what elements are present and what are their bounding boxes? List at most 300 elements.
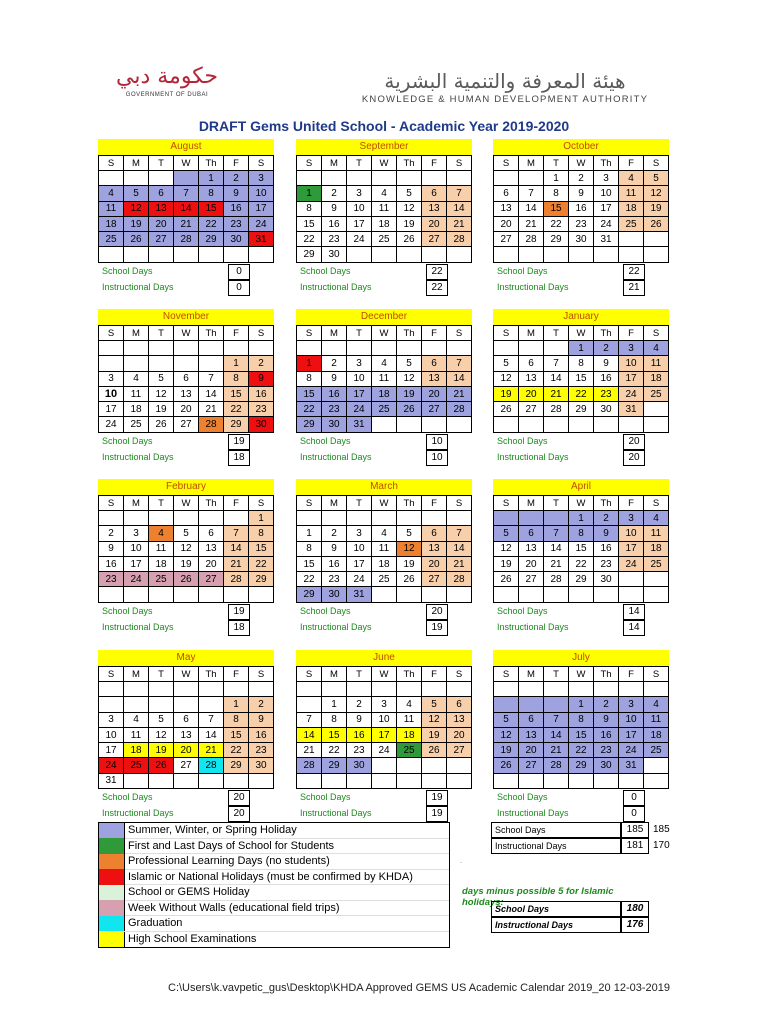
dubai-logo-arabic: حكومة دبي — [116, 64, 218, 89]
day-cell: 24 — [347, 402, 372, 417]
day-cell — [249, 341, 274, 356]
day-cell: 8 — [297, 541, 322, 556]
day-cell: 23 — [249, 743, 274, 758]
total-instructional-days-label: Instructional Days — [491, 838, 621, 854]
day-cell: 19 — [494, 386, 519, 401]
day-cell: 27 — [494, 232, 519, 247]
weekday-header: M — [322, 156, 347, 171]
adjusted-instructional-days-label: Instructional Days — [491, 917, 621, 933]
day-cell: 14 — [519, 201, 544, 216]
day-cell: 9 — [249, 371, 274, 386]
instructional-days-label: Instructional Days — [497, 281, 569, 292]
day-cell — [397, 758, 422, 773]
total-school-days-label: School Days — [491, 822, 621, 838]
day-cell: 22 — [322, 743, 347, 758]
day-cell: 8 — [199, 186, 224, 201]
day-cell: 13 — [519, 541, 544, 556]
day-cell — [644, 758, 669, 773]
day-cell: 21 — [297, 743, 322, 758]
day-cell — [519, 682, 544, 697]
day-cell: 19 — [494, 556, 519, 571]
school-days-value: 10 — [426, 434, 448, 450]
day-cell — [397, 511, 422, 526]
month-stats — [493, 789, 669, 823]
day-cell: 15 — [569, 541, 594, 556]
day-cell: 23 — [594, 386, 619, 401]
day-cell — [544, 682, 569, 697]
day-cell — [224, 341, 249, 356]
day-cell: 27 — [422, 232, 447, 247]
day-cell: 29 — [199, 232, 224, 247]
day-cell — [174, 773, 199, 788]
weekday-header: Th — [397, 667, 422, 682]
day-cell — [124, 171, 149, 186]
day-cell: 12 — [494, 727, 519, 742]
day-cell: 15 — [544, 201, 569, 216]
day-cell: 13 — [422, 371, 447, 386]
day-cell: 29 — [322, 758, 347, 773]
day-cell: 8 — [224, 371, 249, 386]
day-cell: 28 — [447, 402, 472, 417]
day-cell — [99, 511, 124, 526]
instructional-days-value: 14 — [623, 620, 645, 636]
instructional-days-row — [98, 280, 274, 296]
month-july — [493, 650, 669, 823]
day-cell — [124, 247, 149, 262]
day-cell: 5 — [494, 712, 519, 727]
day-cell: 6 — [422, 526, 447, 541]
weekday-header: Th — [199, 667, 224, 682]
month-title: May — [98, 650, 274, 666]
day-cell: 25 — [99, 232, 124, 247]
day-cell — [224, 682, 249, 697]
month-title: March — [296, 479, 472, 495]
day-cell: 2 — [594, 511, 619, 526]
legend-text: First and Last Days of School for Students — [128, 839, 335, 852]
day-cell: 22 — [224, 402, 249, 417]
month-table — [493, 666, 669, 789]
day-cell — [447, 587, 472, 602]
day-cell: 24 — [99, 417, 124, 432]
day-cell — [619, 247, 644, 262]
day-cell: 5 — [422, 697, 447, 712]
school-days-row — [98, 434, 274, 450]
day-cell — [224, 587, 249, 602]
day-cell — [422, 511, 447, 526]
day-cell: 25 — [644, 386, 669, 401]
day-cell: 5 — [397, 526, 422, 541]
day-cell: 14 — [447, 541, 472, 556]
day-cell — [544, 773, 569, 788]
weekday-header: M — [124, 496, 149, 511]
government-of-dubai-logo — [112, 62, 222, 112]
day-cell: 25 — [397, 743, 422, 758]
day-cell — [569, 587, 594, 602]
month-december — [296, 309, 472, 467]
day-cell — [494, 697, 519, 712]
day-cell: 28 — [224, 572, 249, 587]
month-april — [493, 479, 669, 637]
weekday-header: W — [372, 496, 397, 511]
legend-item — [99, 823, 449, 839]
instructional-days-value: 20 — [623, 450, 645, 466]
day-cell: 2 — [322, 526, 347, 541]
day-cell — [297, 697, 322, 712]
day-cell: 21 — [544, 386, 569, 401]
weekday-header: F — [422, 156, 447, 171]
day-cell: 26 — [124, 232, 149, 247]
day-cell: 2 — [99, 526, 124, 541]
day-cell: 2 — [594, 697, 619, 712]
day-cell — [422, 341, 447, 356]
day-cell: 6 — [174, 371, 199, 386]
instructional-days-value: 22 — [426, 280, 448, 296]
instructional-days-value: 19 — [426, 620, 448, 636]
total-instructional-days-alt: 170 — [653, 840, 670, 851]
day-cell: 26 — [149, 417, 174, 432]
month-stats — [296, 603, 472, 637]
day-cell — [372, 341, 397, 356]
instructional-days-row — [493, 280, 669, 296]
day-cell — [544, 697, 569, 712]
day-cell — [494, 417, 519, 432]
day-cell: 25 — [124, 417, 149, 432]
school-days-label: School Days — [497, 605, 548, 616]
weekday-header: S — [249, 156, 274, 171]
day-cell: 15 — [224, 727, 249, 742]
day-cell — [447, 171, 472, 186]
day-cell: 29 — [297, 587, 322, 602]
day-cell: 20 — [447, 727, 472, 742]
weekday-header: S — [494, 496, 519, 511]
day-cell — [619, 417, 644, 432]
legend-item — [99, 885, 449, 901]
day-cell — [644, 587, 669, 602]
day-cell: 18 — [619, 201, 644, 216]
school-days-value: 19 — [426, 790, 448, 806]
instructional-days-value: 21 — [623, 280, 645, 296]
day-cell — [372, 682, 397, 697]
day-cell — [519, 697, 544, 712]
weekday-header: W — [372, 156, 397, 171]
month-title: July — [493, 650, 669, 666]
day-cell: 12 — [494, 541, 519, 556]
weekday-header: T — [347, 496, 372, 511]
day-cell: 11 — [644, 712, 669, 727]
weekday-header: T — [544, 667, 569, 682]
weekday-header: Th — [594, 667, 619, 682]
day-cell: 15 — [569, 727, 594, 742]
day-cell: 12 — [124, 201, 149, 216]
day-cell: 25 — [149, 572, 174, 587]
day-cell: 21 — [447, 216, 472, 231]
day-cell: 25 — [372, 232, 397, 247]
day-cell: 23 — [249, 402, 274, 417]
page-title: DRAFT Gems United School - Academic Year 2019-2020 — [198, 118, 570, 134]
day-cell: 10 — [619, 526, 644, 541]
day-cell: 29 — [569, 572, 594, 587]
day-cell: 16 — [594, 541, 619, 556]
day-cell: 25 — [619, 216, 644, 231]
school-days-label: School Days — [497, 792, 548, 803]
day-cell: 18 — [372, 556, 397, 571]
day-cell: 28 — [447, 572, 472, 587]
day-cell: 8 — [322, 712, 347, 727]
weekday-header: F — [224, 667, 249, 682]
day-cell: 21 — [199, 743, 224, 758]
day-cell: 4 — [372, 186, 397, 201]
day-cell: 13 — [519, 727, 544, 742]
day-cell: 1 — [199, 171, 224, 186]
day-cell — [397, 587, 422, 602]
legend-text: Graduation — [128, 917, 183, 930]
day-cell: 17 — [347, 216, 372, 231]
day-cell — [569, 682, 594, 697]
legend-item — [99, 870, 449, 886]
day-cell: 9 — [569, 186, 594, 201]
day-cell — [447, 773, 472, 788]
instructional-days-value: 19 — [426, 806, 448, 822]
day-cell: 8 — [249, 526, 274, 541]
day-cell: 23 — [224, 216, 249, 231]
weekday-header: M — [519, 156, 544, 171]
day-cell: 26 — [149, 758, 174, 773]
weekday-header: T — [149, 326, 174, 341]
day-cell: 27 — [199, 572, 224, 587]
weekday-header: F — [619, 496, 644, 511]
school-days-value: 20 — [426, 604, 448, 620]
day-cell: 5 — [149, 371, 174, 386]
day-cell — [644, 247, 669, 262]
weekday-header: T — [347, 156, 372, 171]
month-table — [98, 666, 274, 789]
day-cell: 1 — [297, 186, 322, 201]
day-cell: 10 — [347, 201, 372, 216]
day-cell: 11 — [372, 541, 397, 556]
instructional-days-value: 0 — [623, 806, 645, 822]
day-cell: 19 — [397, 556, 422, 571]
weekday-header: W — [569, 156, 594, 171]
day-cell: 16 — [322, 216, 347, 231]
weekday-header: S — [447, 326, 472, 341]
day-cell — [372, 773, 397, 788]
day-cell: 6 — [447, 697, 472, 712]
day-cell: 3 — [372, 697, 397, 712]
day-cell: 11 — [372, 371, 397, 386]
weekday-header: Th — [199, 326, 224, 341]
day-cell — [199, 682, 224, 697]
day-cell — [124, 341, 149, 356]
day-cell — [347, 682, 372, 697]
day-cell: 26 — [397, 232, 422, 247]
day-cell: 17 — [594, 201, 619, 216]
day-cell — [544, 341, 569, 356]
day-cell: 25 — [644, 743, 669, 758]
day-cell: 26 — [494, 402, 519, 417]
day-cell — [174, 682, 199, 697]
day-cell — [322, 341, 347, 356]
day-cell — [447, 511, 472, 526]
day-cell: 3 — [99, 712, 124, 727]
month-stats — [98, 603, 274, 637]
day-cell — [397, 171, 422, 186]
day-cell: 19 — [149, 743, 174, 758]
school-days-row — [98, 790, 274, 806]
day-cell — [644, 232, 669, 247]
day-cell — [447, 341, 472, 356]
day-cell: 4 — [372, 526, 397, 541]
day-cell — [494, 341, 519, 356]
day-cell: 25 — [372, 402, 397, 417]
day-cell: 7 — [544, 526, 569, 541]
day-cell: 22 — [569, 743, 594, 758]
day-cell: 5 — [397, 186, 422, 201]
day-cell — [99, 682, 124, 697]
day-cell: 24 — [99, 758, 124, 773]
day-cell: 11 — [372, 201, 397, 216]
day-cell — [149, 247, 174, 262]
day-cell: 2 — [249, 697, 274, 712]
day-cell: 17 — [347, 386, 372, 401]
day-cell: 22 — [569, 556, 594, 571]
day-cell: 20 — [519, 743, 544, 758]
day-cell — [422, 587, 447, 602]
day-cell: 2 — [594, 341, 619, 356]
school-days-value: 19 — [228, 604, 250, 620]
day-cell — [149, 356, 174, 371]
day-cell: 18 — [149, 556, 174, 571]
day-cell: 11 — [644, 526, 669, 541]
day-cell: 9 — [99, 541, 124, 556]
day-cell — [594, 682, 619, 697]
day-cell: 13 — [494, 201, 519, 216]
day-cell — [397, 341, 422, 356]
day-cell: 29 — [249, 572, 274, 587]
school-days-value: 14 — [623, 604, 645, 620]
day-cell — [174, 171, 199, 186]
day-cell: 7 — [297, 712, 322, 727]
day-cell: 28 — [544, 402, 569, 417]
day-cell: 6 — [519, 356, 544, 371]
day-cell: 3 — [347, 186, 372, 201]
day-cell — [644, 417, 669, 432]
day-cell — [519, 171, 544, 186]
day-cell: 6 — [149, 186, 174, 201]
day-cell: 16 — [569, 201, 594, 216]
day-cell: 30 — [594, 402, 619, 417]
weekday-header: S — [99, 496, 124, 511]
school-days-label: School Days — [497, 435, 548, 446]
instructional-days-row — [493, 806, 669, 822]
day-cell: 27 — [422, 402, 447, 417]
day-cell: 16 — [594, 727, 619, 742]
weekday-header: S — [249, 496, 274, 511]
day-cell: 28 — [447, 232, 472, 247]
day-cell: 28 — [174, 232, 199, 247]
day-cell: 6 — [174, 712, 199, 727]
legend-item — [99, 854, 449, 870]
day-cell — [372, 587, 397, 602]
day-cell: 17 — [619, 541, 644, 556]
month-june — [296, 650, 472, 823]
total-school-days-value: 185 — [621, 822, 649, 838]
instructional-days-row — [98, 806, 274, 822]
school-days-row — [98, 604, 274, 620]
day-cell: 23 — [99, 572, 124, 587]
day-cell: 12 — [644, 186, 669, 201]
day-cell: 21 — [174, 216, 199, 231]
day-cell — [594, 247, 619, 262]
weekday-header: M — [124, 667, 149, 682]
day-cell: 4 — [397, 697, 422, 712]
weekday-header: S — [447, 156, 472, 171]
day-cell: 6 — [422, 356, 447, 371]
weekday-header: S — [249, 326, 274, 341]
weekday-header: F — [619, 156, 644, 171]
day-cell: 30 — [594, 572, 619, 587]
day-cell — [594, 587, 619, 602]
day-cell: 24 — [594, 216, 619, 231]
day-cell: 22 — [544, 216, 569, 231]
day-cell: 8 — [569, 526, 594, 541]
day-cell — [644, 682, 669, 697]
day-cell: 17 — [99, 743, 124, 758]
instructional-days-row — [493, 620, 669, 636]
instructional-days-row — [98, 450, 274, 466]
day-cell — [422, 417, 447, 432]
weekday-header: S — [447, 496, 472, 511]
day-cell — [519, 511, 544, 526]
weekday-header: W — [174, 326, 199, 341]
day-cell: 17 — [347, 556, 372, 571]
weekday-header: W — [569, 496, 594, 511]
instructional-days-label: Instructional Days — [102, 808, 174, 819]
month-table — [98, 495, 274, 603]
day-cell — [199, 341, 224, 356]
day-cell: 14 — [544, 727, 569, 742]
day-cell: 11 — [619, 186, 644, 201]
day-cell: 9 — [347, 712, 372, 727]
school-days-label: School Days — [102, 605, 153, 616]
day-cell: 5 — [149, 712, 174, 727]
day-cell: 14 — [174, 201, 199, 216]
day-cell: 28 — [297, 758, 322, 773]
day-cell: 5 — [124, 186, 149, 201]
day-cell: 10 — [347, 541, 372, 556]
day-cell: 7 — [447, 186, 472, 201]
day-cell: 20 — [174, 743, 199, 758]
weekday-header: T — [544, 156, 569, 171]
day-cell — [494, 247, 519, 262]
month-table — [98, 325, 274, 433]
day-cell: 17 — [124, 556, 149, 571]
school-days-row — [493, 790, 669, 806]
day-cell — [397, 247, 422, 262]
day-cell — [619, 587, 644, 602]
day-cell: 2 — [249, 356, 274, 371]
day-cell — [447, 247, 472, 262]
day-cell: 26 — [174, 572, 199, 587]
day-cell: 31 — [594, 232, 619, 247]
day-cell — [519, 587, 544, 602]
weekday-header: F — [224, 496, 249, 511]
school-days-value: 19 — [228, 434, 250, 450]
school-days-row — [493, 604, 669, 620]
day-cell: 28 — [199, 417, 224, 432]
school-days-row — [493, 264, 669, 280]
day-cell: 19 — [397, 216, 422, 231]
day-cell — [297, 171, 322, 186]
